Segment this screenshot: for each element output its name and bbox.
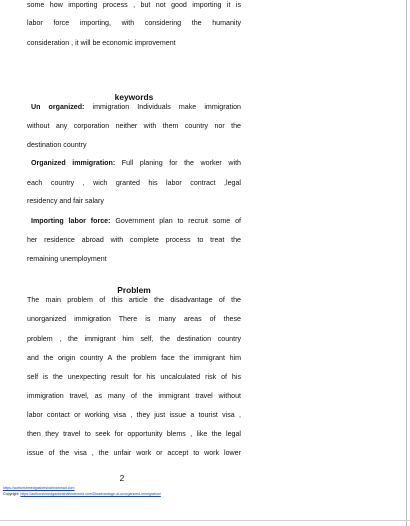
page-number: 2 <box>119 473 125 483</box>
keyword-term: Organized immigration: <box>31 159 116 167</box>
intro-line-1: some how importing process , but not good importing it is <box>27 1 241 9</box>
keyword-unorganized-line-3: destination country <box>27 141 87 149</box>
copyright-label: Copyright: <box>3 492 20 496</box>
keyword-organized-line-2: each country , wich granted his labor contract ,legal <box>27 179 241 187</box>
page-right-edge <box>406 0 407 526</box>
keyword-unorganized-line-2: without any corporation neither with them country nor the <box>27 122 241 130</box>
footer-author-line <box>3 486 75 491</box>
problem-line-1: The main problem of this article the disadvantage of the <box>27 296 241 304</box>
author-link[interactable]: https://authorshmedgasbelshalimahmad.com <box>3 486 75 490</box>
keyword-importing-first-line <box>31 217 241 226</box>
intro-line-3: consideration , it will be economic improvement <box>27 39 176 47</box>
intro-line-2: labor force importing, with considering the humanity <box>27 19 241 27</box>
problem-line-2: unorganized immigration There is many areas of these <box>27 315 241 323</box>
keyword-definition: Full planing for the worker with <box>115 159 241 167</box>
problem-line-4: and the origin country A the problem face the immigrant him <box>27 354 241 362</box>
problem-line-3: problem , the immigrant him self, the destination country <box>27 335 241 343</box>
keyword-importing-line-3: remaining unemployment <box>27 255 107 263</box>
problem-line-5: self is the unexpecting result for his uncalculated risk of his <box>27 373 241 381</box>
keyword-organized-line-3: residency and fair salary <box>27 197 104 205</box>
keyword-importing-line-2: her residence abroad with complete process to treat the <box>27 236 241 244</box>
keyword-unorganized-first-line <box>31 103 241 112</box>
problem-line-9: issue of the visa , the unfair work or accept to work lower <box>27 449 241 457</box>
problem-line-8: then they travel to seek for opportunity blems , like the legal <box>27 430 241 438</box>
problem-heading: Problem <box>117 285 151 295</box>
problem-line-6: immigration travel, as many of the immigrant travel without <box>27 392 241 400</box>
keyword-definition: immigration Individuals make immigration <box>84 103 241 111</box>
keyword-definition: Government plan to recruit some of <box>110 217 241 225</box>
keyword-term: Un organized: <box>31 103 85 111</box>
copyright-link[interactable]: https://authorshmedgasbelshalimahmed.com/Disadvantage-of-unorganized-immigration/ <box>20 492 161 496</box>
keyword-term: Importing labor force: <box>31 217 111 225</box>
footer-copyright-line <box>3 492 161 497</box>
keywords-heading: keywords <box>114 92 154 102</box>
keyword-organized-first-line <box>31 159 241 168</box>
page-bottom-edge <box>0 520 410 521</box>
problem-line-7: labor contact or working visa , they just issue a tourist visa , <box>27 411 241 419</box>
